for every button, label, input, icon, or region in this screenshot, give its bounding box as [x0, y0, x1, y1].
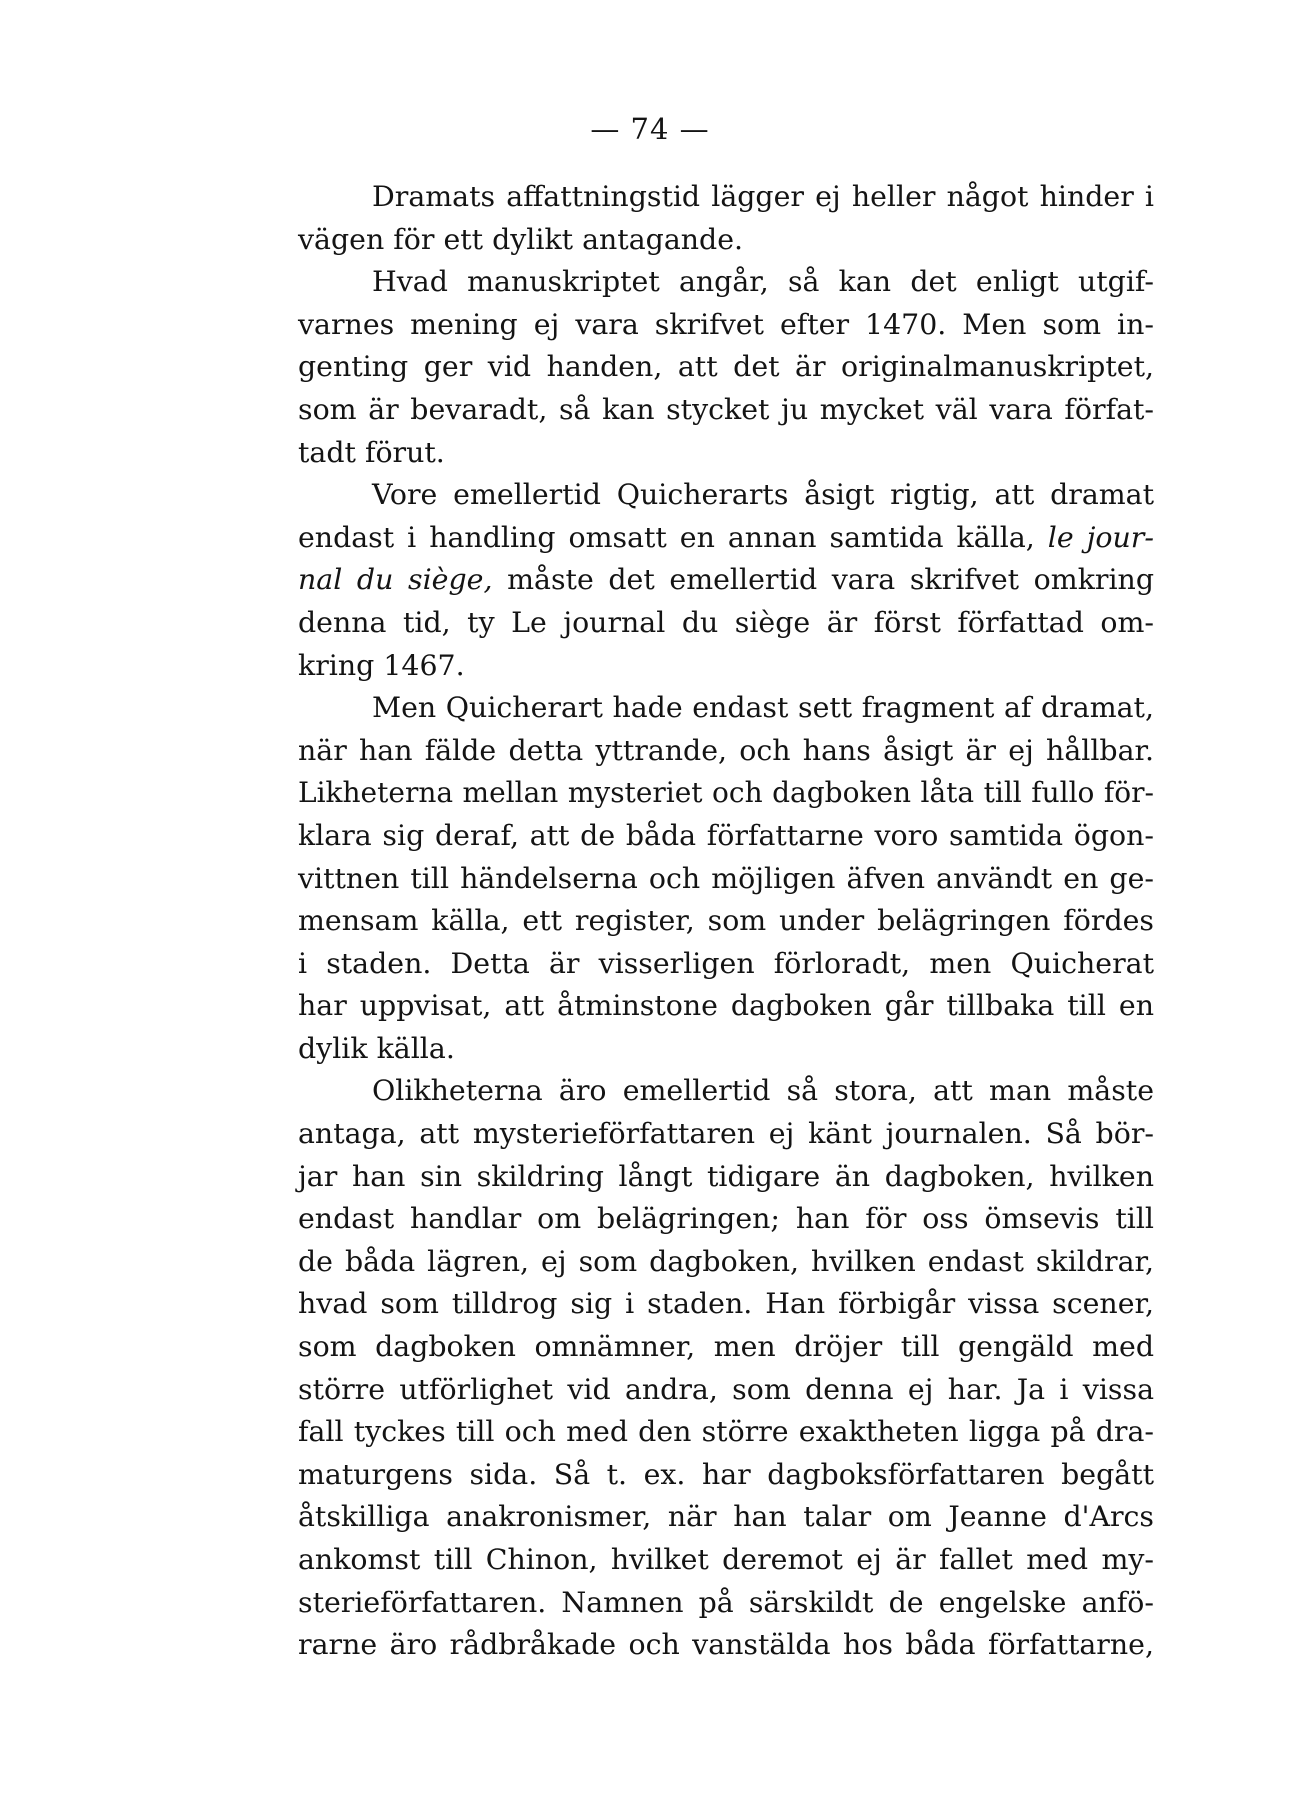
text-line: antaga, att mysterieförfattaren ej känt journalen. Så bör-	[298, 1117, 1154, 1151]
text-line: som dagboken omnämner, men dröjer till gengäld med	[298, 1330, 1154, 1364]
text-line: Likheterna mellan mysteriet och dagboken låta till fullo för-	[298, 776, 1154, 810]
text-line: endast handlar om belägringen; han för oss ömsevis till	[298, 1202, 1154, 1236]
text-line: rarne äro rådbråkade och vanstälda hos båda författarne,	[298, 1628, 1154, 1662]
text-line: Men Quicherart hade endast sett fragment af dramat,	[372, 691, 1154, 725]
text-line-with-italic	[298, 517, 1154, 560]
text-line: åtskilliga anakronismer, när han talar om Jeanne d'Arcs	[298, 1500, 1154, 1534]
text-line: Vore emellertid Quicherarts åsigt rigtig, att dramat	[372, 478, 1154, 512]
text-line: större utförlighet vid andra, som denna ej har. Ja i vissa	[298, 1372, 1154, 1406]
text-line: vittnen till händelserna och möjligen äfven användt en ge-	[298, 861, 1154, 895]
text-line: de båda lägren, ej som dagboken, hvilken endast skildrar,	[298, 1244, 1154, 1278]
text-line: när han fälde detta yttrande, och hans åsigt är ej hållbar.	[298, 733, 1154, 767]
text-line: dylik källa.	[298, 1031, 455, 1065]
page-number: — 74 —	[590, 112, 710, 146]
text-line: hvad som tilldrog sig i staden. Han förbigår vissa scener,	[298, 1287, 1154, 1321]
text-line: i staden. Detta är visserligen förloradt, men Quicherat	[298, 946, 1154, 980]
text-line: genting ger vid handen, att det är originalmanuskriptet,	[298, 350, 1154, 384]
text-line: fall tyckes till och med den större exaktheten ligga på dra-	[298, 1415, 1154, 1449]
text-line: jar han sin skildring långt tidigare än dagboken, hvilken	[298, 1159, 1154, 1193]
text-line: som är bevaradt, så kan stycket ju mycket väl vara förfat-	[298, 392, 1154, 426]
text-line: ankomst till Chinon, hvilket deremot ej är fallet med my-	[298, 1543, 1154, 1576]
italic-title-segment: nal du siège,	[298, 563, 493, 597]
text-line: sterieförfattaren. Namnen på särskildt de engelske anfö-	[298, 1585, 1154, 1619]
text-line: varnes mening ej vara skrifvet efter 1470. Men som in-	[298, 307, 1154, 341]
text-line: Hvad manuskriptet angår, så kan det enligt utgif-	[372, 265, 1154, 299]
text-line: Olikheterna äro emellertid så stora, att man måste	[372, 1074, 1154, 1108]
text-segment: endast i handling omsatt en annan samtida källa,	[298, 520, 1048, 554]
text-line: maturgens sida. Så t. ex. har dagboksförfattaren begått	[298, 1457, 1154, 1491]
body-text	[298, 176, 1154, 1667]
text-line: kring 1467.	[298, 648, 465, 682]
text-line: har uppvisat, att åtminstone dagboken går tillbaka till en	[298, 989, 1154, 1023]
text-line: denna tid, ty Le journal du siège är först författad om-	[298, 605, 1154, 639]
italic-title-segment: le jour-	[1047, 520, 1154, 554]
text-line: mensam källa, ett register, som under belägringen fördes	[298, 904, 1154, 938]
text-line: klara sig deraf, att de båda författarne voro samtida ögon-	[298, 818, 1154, 852]
text-segment: måste det emellertid vara skrifvet omkring	[492, 563, 1155, 597]
text-line-with-italic	[298, 559, 1154, 602]
text-line: tadt förut.	[298, 435, 445, 469]
text-line: vägen för ett dylikt antagande.	[298, 222, 744, 256]
text-line: Dramats affattningstid lägger ej heller något hinder i	[372, 180, 1154, 213]
